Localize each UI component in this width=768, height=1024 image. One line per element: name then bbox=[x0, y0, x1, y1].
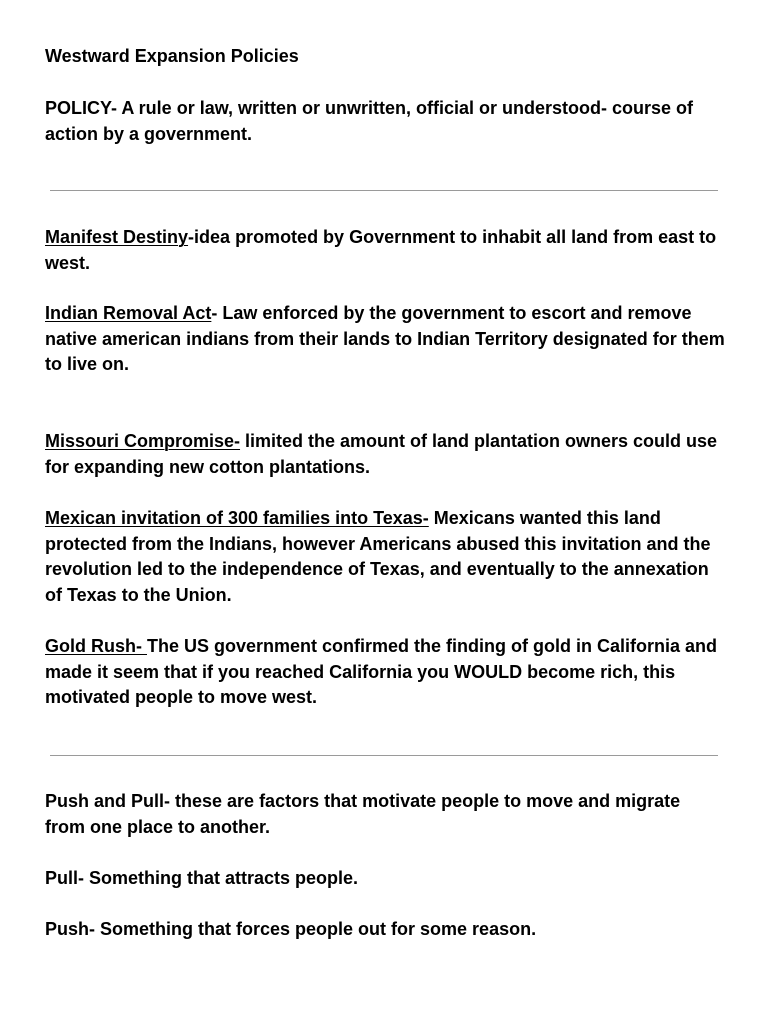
factor-description: Something that forces people out for some reason. bbox=[95, 919, 537, 939]
factor-term: Push and Pull- bbox=[45, 791, 171, 811]
policy-term: Missouri Compromise- bbox=[45, 431, 241, 451]
page-title: Westward Expansion Policies bbox=[45, 46, 299, 66]
policy-term: Manifest Destiny bbox=[45, 227, 189, 247]
policy-term: Indian Removal Act bbox=[45, 303, 212, 323]
policy-description: Mexicans wanted this land protected from the Indians, however Americans abused this invitation and the revolution led to the independence of Texas, and eventually to the annexation of Texas to the Union. bbox=[45, 508, 711, 605]
factor-item-pull bbox=[45, 866, 735, 892]
factor-description: these are factors that motivate people to move and migrate from one place to another. bbox=[45, 791, 681, 837]
section-divider bbox=[50, 190, 718, 191]
section-divider bbox=[50, 755, 718, 756]
policy-item-manifest-destiny bbox=[45, 225, 735, 276]
policy-item-mexican-invitation bbox=[45, 506, 717, 608]
policy-description: The US government confirmed the finding of gold in California and made it seem that if you reached California you WOULD become rich, this motivated people to move west. bbox=[45, 636, 718, 707]
policy-definition bbox=[45, 96, 735, 147]
policy-item-missouri-compromise bbox=[45, 429, 735, 480]
policy-description: idea promoted by Government to inhabit all land from east to west. bbox=[45, 227, 717, 273]
policy-term-suffix: - bbox=[188, 227, 195, 247]
policy-item-indian-removal-act bbox=[45, 301, 735, 378]
policy-definition-text: A rule or law, written or unwritten, official or understood- course of action by a government. bbox=[45, 98, 694, 144]
policy-term: Gold Rush- bbox=[45, 636, 147, 656]
factor-term: Pull- bbox=[45, 868, 84, 888]
factor-item-push bbox=[45, 917, 735, 943]
policy-term: Mexican invitation of 300 families into Texas- bbox=[45, 508, 429, 528]
policy-description: limited the amount of land plantation owners could use for expanding new cotton plantations. bbox=[45, 431, 718, 477]
factor-item-push-and-pull bbox=[45, 789, 717, 840]
policy-description: Law enforced by the government to escort and remove native american indians from their lands to Indian Territory designated for them to live on. bbox=[45, 303, 725, 374]
policy-term: POLICY- bbox=[45, 98, 118, 118]
policy-term-suffix: - bbox=[211, 303, 218, 323]
policy-item-gold-rush bbox=[45, 634, 717, 711]
factor-term: Push- bbox=[45, 919, 96, 939]
factor-description: Something that attracts people. bbox=[84, 868, 359, 888]
